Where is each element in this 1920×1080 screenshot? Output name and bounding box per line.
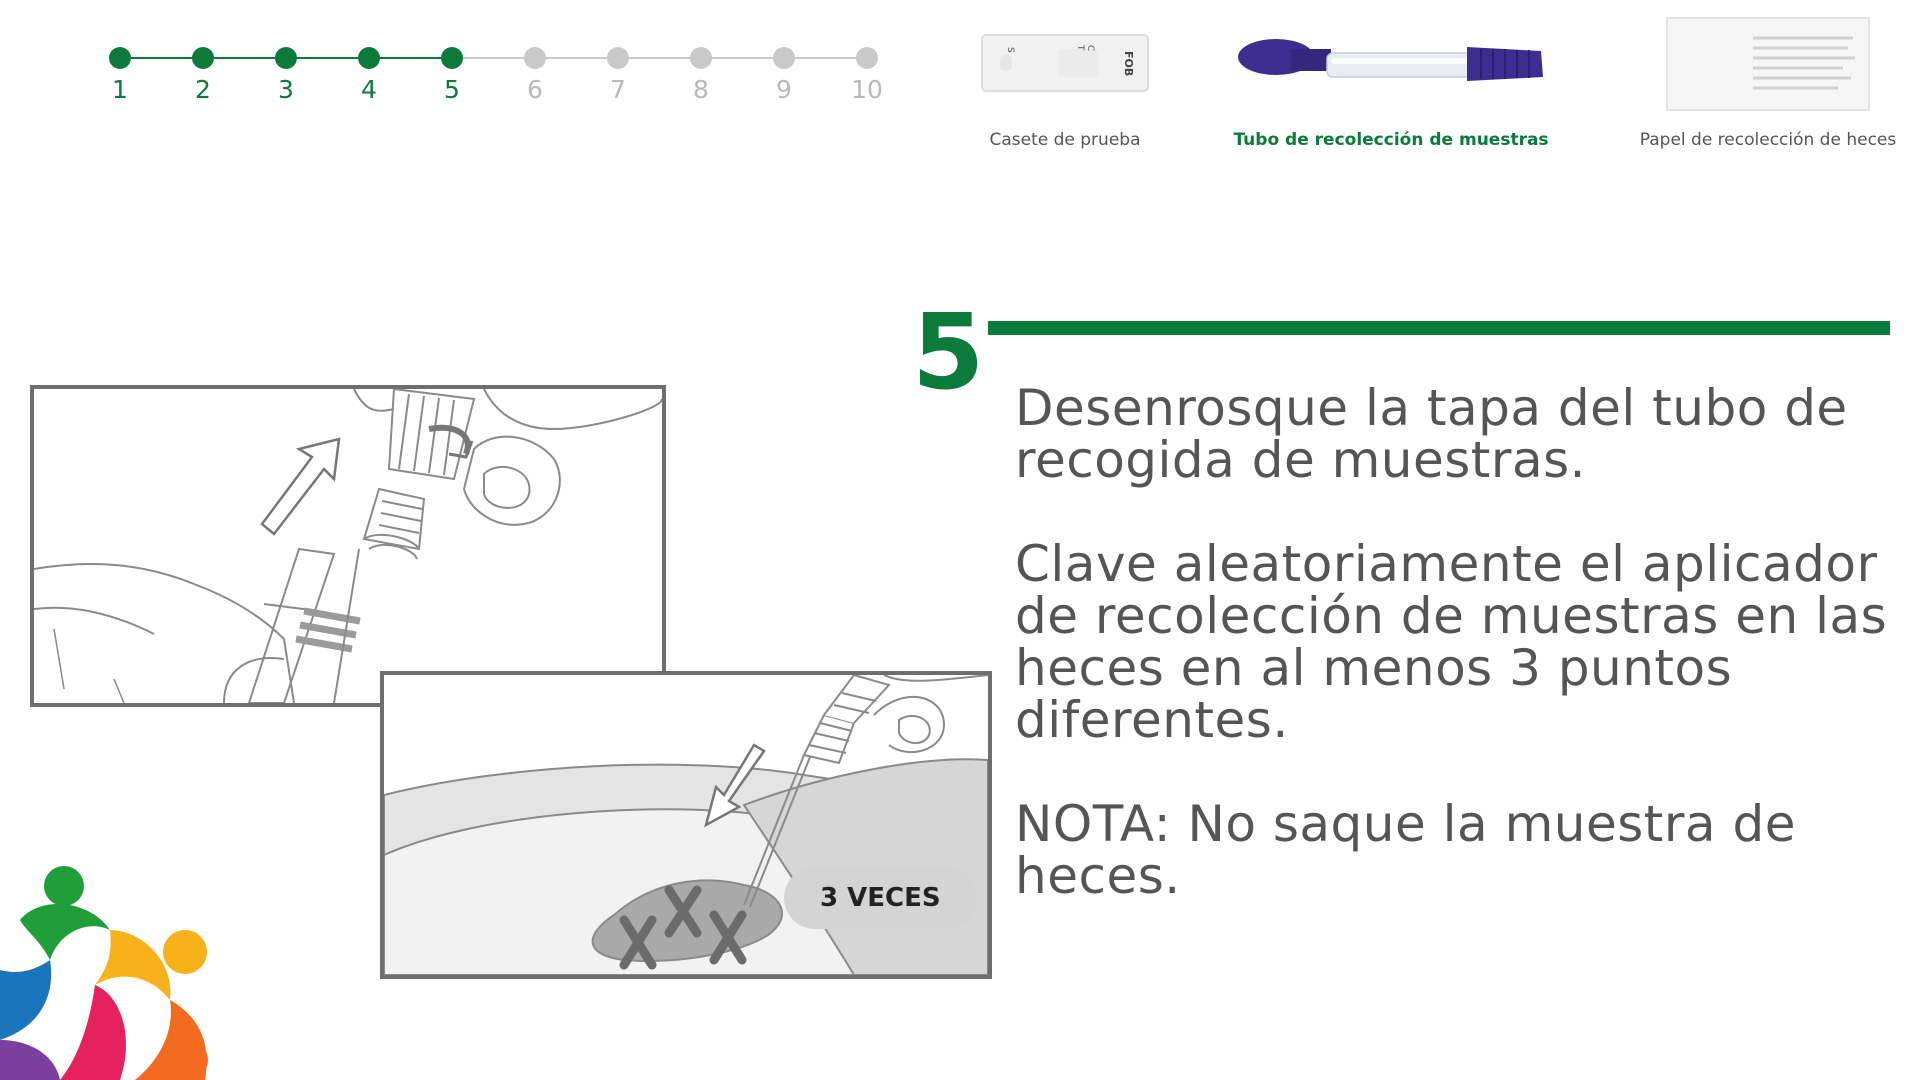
organization-logo	[0, 860, 220, 1080]
people-circle-logo-icon	[0, 860, 220, 1080]
illustration-collect-sample	[380, 671, 992, 979]
instruction-note: NOTA: No saque la muestra de heces.	[1015, 795, 1796, 905]
component-sample-tube	[1226, 10, 1556, 150]
step-dot-1[interactable]	[109, 47, 131, 69]
collect-drawing	[384, 675, 988, 975]
sample-tube-icon	[1231, 29, 1551, 99]
repeat-count-badge: 3 VECES	[784, 867, 977, 929]
svg-text:C: C	[1085, 45, 1095, 52]
tube-image	[1226, 10, 1556, 118]
component-label: Tubo de recolección de muestras	[1233, 130, 1549, 150]
step-label-10: 10	[851, 75, 883, 104]
step-label-9: 9	[776, 75, 792, 104]
illustration-unscrew-cap	[30, 385, 666, 707]
step-label-2: 2	[195, 75, 211, 104]
unscrew-drawing	[34, 389, 662, 703]
collection-paper-icon	[1663, 14, 1873, 114]
svg-text:FOB: FOB	[1122, 51, 1135, 77]
step-dot-2[interactable]	[192, 47, 214, 69]
step-dot-8[interactable]	[690, 47, 712, 69]
step-dot-10[interactable]	[856, 47, 878, 69]
stepper-track	[0, 0, 900, 130]
instruction-stab: Clave aleatoriamente el aplicador de recolección de muestras en las heces en al menos 3 puntos diferentes.	[1015, 535, 1888, 749]
component-label: Papel de recolección de heces	[1639, 130, 1897, 150]
component-label: Casete de prueba	[989, 130, 1141, 150]
step-divider	[988, 321, 1890, 335]
svg-text:S: S	[1005, 47, 1015, 53]
paper-image	[1618, 10, 1918, 118]
step-label-5: 5	[444, 75, 460, 104]
svg-text:T: T	[1075, 45, 1085, 51]
instruction-unscrew: Desenrosque la tapa del tubo de recogida de muestras.	[1015, 379, 1848, 489]
step-label-4: 4	[361, 75, 377, 104]
step-dot-6[interactable]	[524, 47, 546, 69]
step-label-3: 3	[278, 75, 294, 104]
step-label-1: 1	[112, 75, 128, 104]
step-dot-3[interactable]	[275, 47, 297, 69]
progress-stepper	[0, 0, 900, 130]
step-dot-7[interactable]	[607, 47, 629, 69]
cassette-icon	[980, 29, 1150, 99]
step-dot-4[interactable]	[358, 47, 380, 69]
cassette-image	[960, 10, 1170, 118]
component-test-cassette	[960, 10, 1170, 150]
instructions-text	[1015, 379, 1895, 954]
step-number: 5	[912, 291, 985, 413]
step-dot-5[interactable]	[441, 47, 463, 69]
step-label-6: 6	[527, 75, 543, 104]
step-label-8: 8	[693, 75, 709, 104]
step-label-7: 7	[610, 75, 626, 104]
component-stool-paper	[1618, 10, 1918, 150]
step-dot-9[interactable]	[773, 47, 795, 69]
